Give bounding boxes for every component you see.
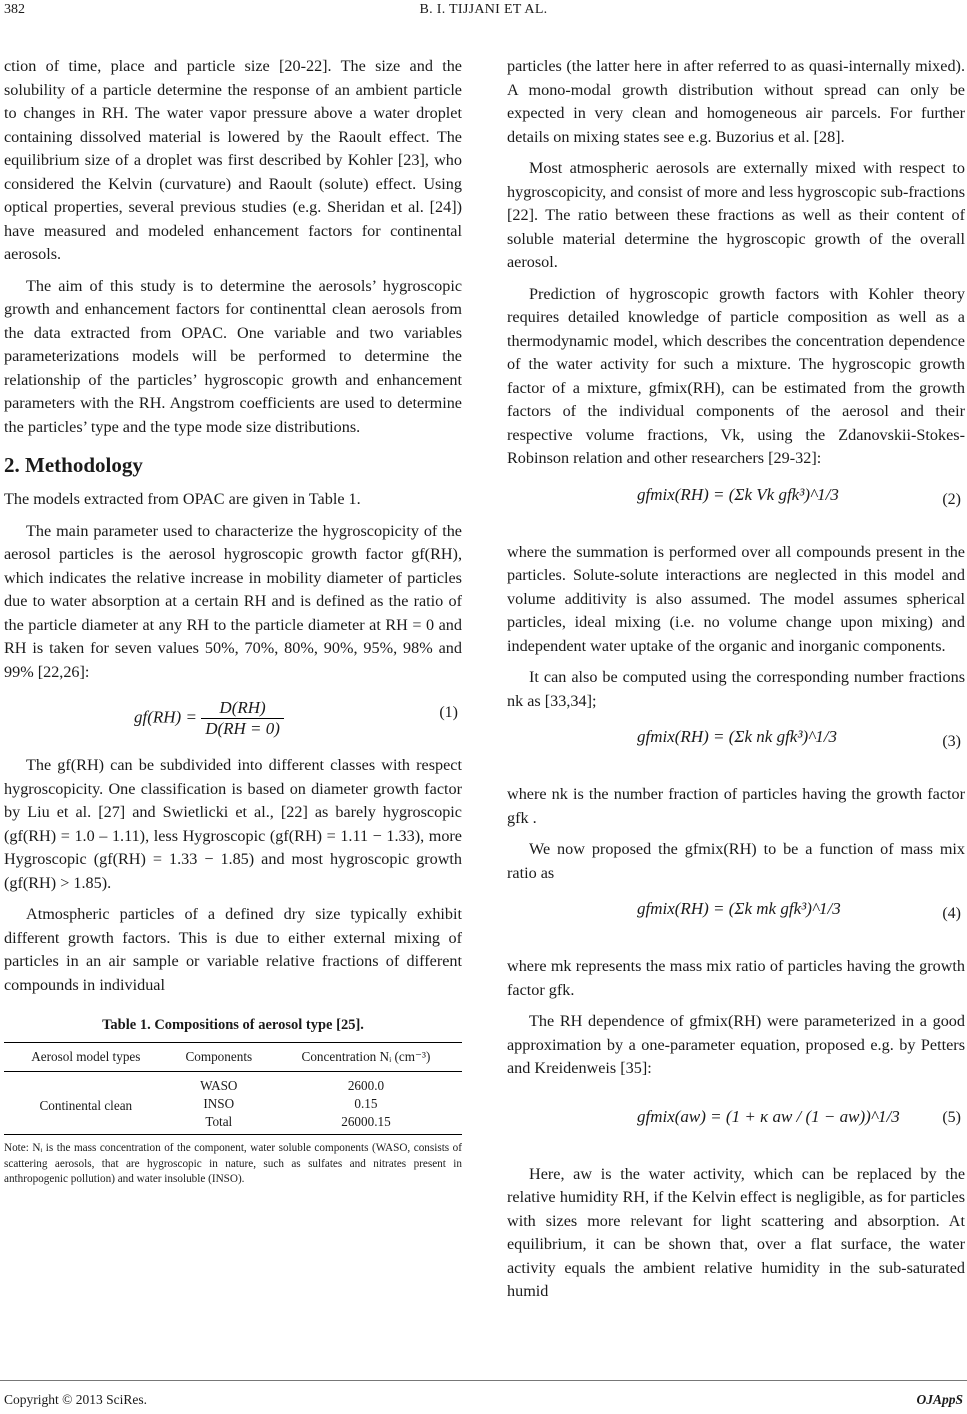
left-column (4, 55, 462, 1188)
equation-4 (507, 891, 965, 949)
value-cell: 26000.15 (270, 1113, 462, 1135)
component-cell: Total (168, 1113, 270, 1135)
equation-denominator: D(RH = 0) (205, 719, 280, 738)
journal-name: OJAppS (916, 1392, 963, 1407)
paragraph: Here, aw is the water activity, which can be replaced by the relative humidity RH, if the Kelvin effect is negligible, as for particles with sizes more relevant for light scattering and absorption. At equilibrium, it can be shown that, over a flat surface, the water activity equals the ambient relative humidity in the sub-saturated humid (507, 1164, 965, 1300)
footer-divider (0, 1380, 967, 1381)
equation-expression: gfmix(RH) = (Σk Vk gfk³)^1/3 (637, 484, 839, 504)
paragraph: The RH dependence of gfmix(RH) were parameterized in a good approximation by a one-parameter equation, proposed e.g. by Petters and Kreidenweis [35]: (507, 1012, 965, 1077)
equation-2 (507, 477, 965, 535)
equation-1 (4, 690, 462, 748)
value-cell: 0.15 (354, 1096, 378, 1111)
paragraph: The models extracted from OPAC are given in Table 1. (4, 490, 361, 508)
component-cell: INSO (203, 1096, 235, 1111)
equation-lhs: gf(RH) = (134, 707, 197, 727)
value-cell: 2600.0 (347, 1078, 385, 1093)
paragraph: We now proposed the gfmix(RH) to be a function of mass mix ratio as (507, 840, 965, 882)
right-column (507, 55, 965, 1304)
paragraph: where nk is the number fraction of particles having the growth factor gfk . (507, 785, 965, 827)
equation-number: (1) (439, 704, 458, 721)
paragraph: The main parameter used to characterize the hygroscopicity of the aerosol particles is the aerosol hygroscopic growth factor gf(RH), which indicates the relative increase in mobility diameter of particles due to water absorption at a certain RH and is defined as the ratio of the particle diameter at any RH to the particle diameter at RH = 0 and RH is taken for seven values 50%, 70%, 80%, 90%, 95%, 98% and 99% [22,26]: (4, 521, 462, 681)
paragraph: where the summation is performed over all compounds present in the particles. Solute-solute interactions are neglected in this model and volume additivity is also assumed. The model assumes spherical particles, ideal mixing (i.e. no volume change upon mixing) and independent water uptake of the organic and inorganic components. (507, 542, 965, 655)
table-header: Components (168, 1043, 270, 1072)
equation-numerator: D(RH) (201, 698, 284, 719)
equation-number: (3) (942, 733, 961, 750)
equation-expression: gfmix(RH) = (Σk mk gfk³)^1/3 (637, 899, 841, 918)
equation-number: (2) (942, 490, 961, 508)
paragraph: particles (the latter here in after referred to as quasi-internally mixed). A mono-modal growth distribution without spread can only be expected in very clean and homogeneous air parcels. For further details on mixing states see e.g. Buzorius et al. [28]. (507, 57, 965, 146)
equation-number: (4) (942, 905, 961, 922)
copyright: Copyright © 2013 SciRes. (4, 1392, 148, 1407)
composition-table (4, 1042, 462, 1135)
section-heading: 2. Methodology (4, 453, 143, 477)
equation-expression: gfmix(aw) = (1 + κ aw / (1 − aw))^1/3 (637, 1106, 900, 1126)
paragraph: where mk represents the mass mix ratio of particles having the growth factor gfk. (507, 957, 965, 999)
table-note: Note: Nᵢ is the mass concentration of the component, water soluble components (WASO, consists of scattering aerosols, that are hygroscopic in nature, such as sulfates and nitrates present in anthropogenic pollution) and water insoluble (INSO). (4, 1142, 462, 1185)
equation-number: (5) (942, 1108, 961, 1126)
table-header: Aerosol model types (4, 1043, 168, 1072)
equation-5 (507, 1087, 965, 1157)
paragraph: Prediction of hygroscopic growth factors with Kohler theory requires detailed knowledge of particle composition as well as a thermodynamic model, which describes the concentration dependence of the water activity for such a mixture. The hygroscopic growth factor of a mixture, gfmix(RH), can be estimated from the growth factors of the individual components of the aerosol and their respective volume fractions, Vk, using the Zdanovskii-Stokes-Robinson relation and other researchers [29-32]: (507, 284, 965, 467)
model-cell: Continental clean (4, 1072, 168, 1135)
equation-3 (507, 719, 965, 777)
paragraph: It can also be computed using the corresponding number fractions nk as [33,34]; (507, 668, 965, 710)
paragraph: ction of time, place and particle size [20-22]. The size and the solubility of a particle determine the response of an ambient particle to changes in RH. The water vapor pressure above a water droplet containing dissolved material is lowered by the Raoult effect. The equilibrium size of a droplet was first described by Kohler [23], who considered the Kelvin (curvature) and Raoult (solute) effect. Using optical properties, several previous studies (e.g. Sheridan et al. [24]) have measured and modeled enhancement factors for continental aerosols. (4, 57, 462, 263)
table-row (4, 1072, 462, 1096)
paragraph: The aim of this study is to determine the aerosols’ hygroscopic growth and enhancement factors for continenttal clean aerosols from the data extracted from OPAC. One variable and two variables parameterizations models will be performed to determine the relationship of the particles’ hygroscopic growth and enhancement parameters with the RH. Angstrom coefficients are used to determine the particles’ type and the type mode size distributions. (4, 276, 462, 436)
component-cell: WASO (200, 1078, 238, 1093)
page-number: 382 (4, 2, 25, 17)
equation-expression: gfmix(RH) = (Σk nk gfk³)^1/3 (637, 727, 837, 746)
running-title: B. I. TIJJANI ET AL. (419, 2, 548, 17)
table-header: Concentration Nᵢ (cm⁻³) (270, 1043, 462, 1072)
paragraph: Most atmospheric aerosols are externally mixed with respect to hygroscopicity, and consist of more and less hygroscopic sub-fractions [22]. The ratio between these fractions as well as their content of soluble material determine the hygroscopic growth of the overall aerosol. (507, 159, 965, 271)
table-caption: Table 1. Compositions of aerosol type [25]. (102, 1017, 364, 1033)
paragraph: The gf(RH) can be subdivided into different classes with respect hygroscopicity. One classification is based on diameter growth factor by Liu et al. [27] and Swietlicki et al., [22] as barely hygroscopic (gf(RH) = 1.0 – 1.11), less Hygroscopic (gf(RH) = 1.11 − 1.33), more Hygroscopic (gf(RH) = 1.33 − 1.85) and most hygroscopic growth (gf(RH) > 1.85). (4, 756, 462, 892)
paragraph: Atmospheric particles of a defined dry size typically exhibit different growth factors. This is due to either external mixing of particles in an air sample or variable relative fractions of different compounds in individual (4, 905, 462, 994)
